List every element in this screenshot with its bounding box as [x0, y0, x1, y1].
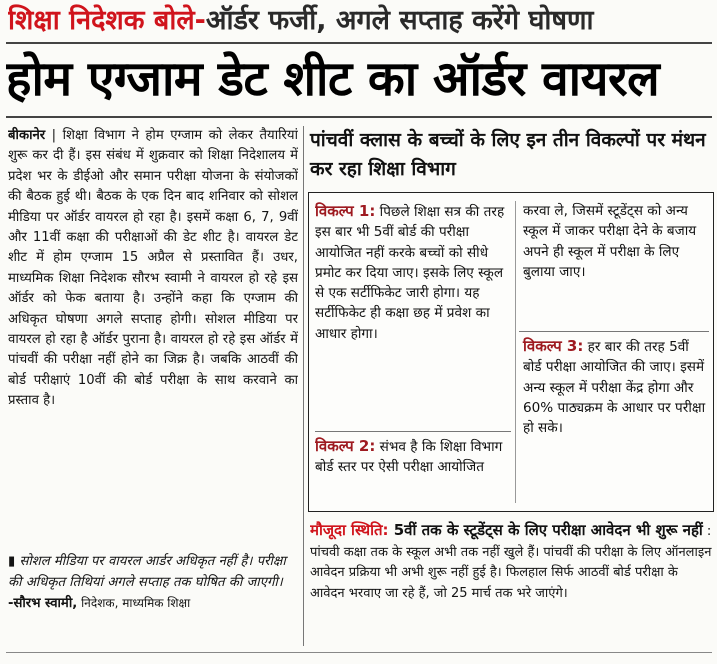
- headline-rule: [6, 116, 712, 118]
- left-article: [8, 126, 298, 526]
- current-status: [310, 520, 712, 646]
- quote-block: [8, 552, 298, 644]
- bottom-rule: [6, 652, 712, 653]
- status-heading: 5वीं तक के स्टूडेंट्स के लिए परीक्षा आवेदन भी शुरू नहीं: [388, 521, 703, 539]
- box-title: पांचवीं क्लास के बच्चों के लिए इन तीन विकल्पों पर मंथन कर रहा शिक्षा विभाग: [310, 129, 706, 180]
- dateline: बीकानेर: [8, 128, 46, 143]
- kicker-rest: ऑर्डर फर्जी, अगले सप्ताह करेंगे घोषणा: [205, 5, 594, 36]
- options-box: [308, 192, 714, 512]
- quote-role: निदेशक, माध्यमिक शिक्षा: [77, 596, 191, 610]
- option-2-text: संभव है कि शिक्षा विभाग बोर्ड स्तर पर ऐसी परीक्षा आयोजित: [315, 439, 503, 476]
- status-text: : पांचवी कक्षा तक के स्कूल अभी तक नहीं खुले हैं। पांचवीं की परीक्षा के लिए ऑनलाइन आवेदन प्रक्रिया भी अभी शुरू नहीं हुई है। फिलहाल सिर्फ आठवीं बोर्ड परीक्षा के आवेदन भरवाए जा रहे हैं, जो 25 मार्च तक भरे जाएंगे।: [310, 524, 712, 601]
- option-2-label: विकल्प 2:: [315, 437, 376, 455]
- main-headline: होम एग्जाम डेट शीट का ऑर्डर वायरल: [6, 51, 660, 107]
- quote-text: ▮ सोशल मीडिया पर वायरल आर्डर अधिकृत नहीं है। परीक्षा की अधिकृत तिथियां अगले सप्ताह तक घोषित की जाएगी।: [8, 554, 286, 590]
- kicker-headline: [8, 4, 710, 38]
- column-divider: [303, 126, 304, 646]
- status-label: मौजूदा स्थिति:: [310, 521, 389, 539]
- quote-author: -सौरभ स्वामी,: [8, 596, 78, 611]
- option-1-label: विकल्प 1:: [315, 202, 376, 220]
- option-1: [315, 201, 511, 427]
- option-2: [315, 431, 511, 512]
- option-3-text: हर बार की तरह 5वीं बोर्ड परीक्षा आयोजित की जाए। इसमें अन्य स्कूल में परीक्षा केंद्र होगा और 60% पाठ्यक्रम के आधार पर परीक्षा हो सके।: [523, 339, 706, 437]
- option-2-continued: करवा ले, जिसमें स्टूडेंट्स को अन्य स्कूल में जाकर परीक्षा देने के बजाय अपने ही स्कूल में परीक्षा के लिए बुलाया जाए।: [523, 203, 697, 280]
- article-body: | शिक्षा विभाग ने होम एग्जाम को लेकर तैयारियां शुरू कर दी हैं। इस संबंध में शुक्रवार को शिक्षा निदेशालय में प्रदेश भर के डीईओ और समान परीक्षा योजना के संयोजकों की बैठक हुई थी। बैठक के एक दिन बाद शनिवार को सोशल मीडिया पर ऑर्डर वायरल हो रहा है। इसमें कक्षा 6, 7, 9वीं और 11वीं कक्षा की परीक्षाओं की डेट शीट है। वायरल डेट शीट में होम एग्जाम 15 अप्रैल से प्रस्तावित हैं। उधर, माध्यमिक शिक्षा निदेशक सौरभ स्वामी ने वायरल हो रहे इस ऑर्डर को फेक बताया है। उन्होंने कहा कि एग्जाम की अधिकृत घोषणा अगले सप्ताह होगी। सोशल मीडिया पर वायरल हो रहा है ऑर्डर पुराना है। वायरल हो रहे इस ऑर्डर में पांचवीं की परीक्षा नहीं होने का जिक्र है। जबकि आठवीं की बोर्ड परीक्षाएं 10वीं की बोर्ड परीक्षा के साथ करवाने का प्रस्ताव है।: [8, 128, 298, 409]
- top-rule: [6, 42, 712, 44]
- option-3: [519, 331, 709, 512]
- kicker-red: शिक्षा निदेशक बोले-: [8, 5, 206, 36]
- option-1-text: पिछले शिक्षा सत्र की तरह इस बार भी 5वीं बोर्ड की परीक्षा आयोजित नहीं करके बच्चों को सीधे प्रमोट कर दिया जाए। इसके लिए स्कूल से एक सर्टीफिकेट जारी होगा। यह सर्टीफिकेट ही कक्षा छह में प्रवेश का आधार होगा।: [315, 204, 505, 342]
- box-divider: [515, 201, 516, 503]
- option-3-label: विकल्प 3:: [523, 337, 584, 355]
